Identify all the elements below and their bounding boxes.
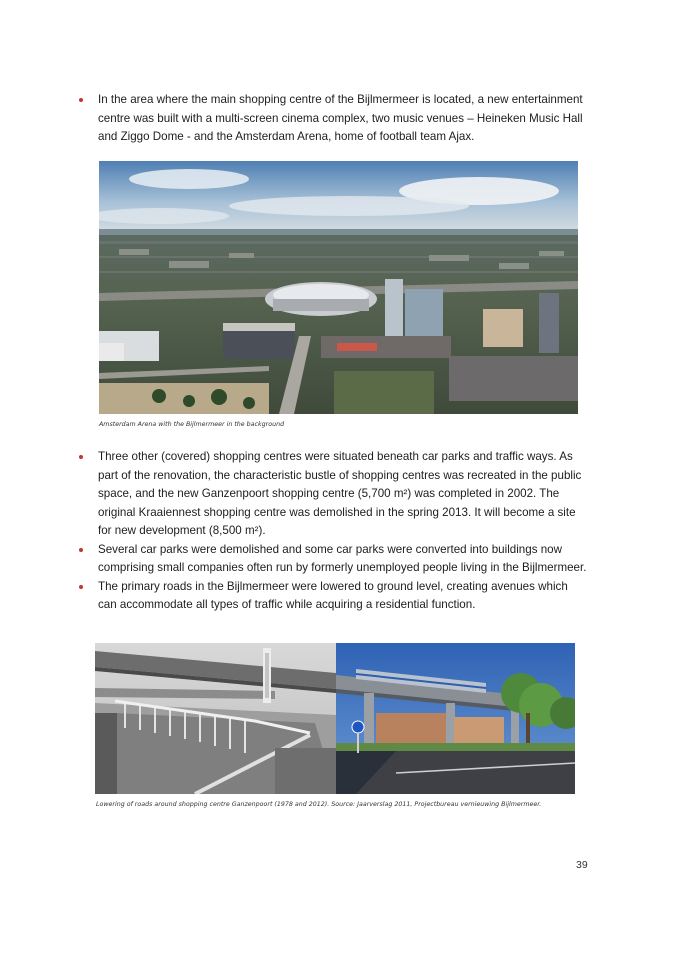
road-2012-photo bbox=[336, 643, 575, 794]
bullet-item bbox=[98, 578, 588, 615]
bullet-dot bbox=[79, 98, 83, 102]
bullet-text: The primary roads in the Bijlmermeer were lowered to ground level, creating avenues which can accommodate all types of traffic while acquiring a residential function. bbox=[98, 579, 568, 611]
page-number: 39 bbox=[576, 859, 588, 871]
bullet-item bbox=[98, 91, 598, 147]
photo-caption-arena: Amsterdam Arena with the Bijlmermeer in the background bbox=[99, 421, 285, 428]
bullet-text: In the area where the main shopping centre of the Bijlmermeer is located, a new entertainment centre was built with a multi-screen cinema complex, two music venues – Heineken Music Hall and Ziggo Dome - and the Amsterdam Arena, home of football team Ajax. bbox=[98, 93, 583, 143]
bullet-text: Several car parks were demolished and some car parks were converted into buildings now comprising small companies often run by formerly unemployed people living in the Bijlmermeer. bbox=[98, 542, 587, 574]
bullet-text: Three other (covered) shopping centres were situated beneath car parks and traffic ways. As part of the renovation, the characteristic bustle of shopping centres was recreated in the public space, and the new Ganzenpoort shopping centre (5,700 m²) was completed in 2002. The original Kraaiennest shopping centre was demolished in the spring 2013. It will become a site for new development (8,500 m²). bbox=[98, 450, 582, 537]
road-1978-photo bbox=[95, 643, 336, 794]
bullet-item bbox=[98, 541, 588, 578]
bullet-list-bottom bbox=[98, 448, 588, 615]
bullet-list-top bbox=[98, 91, 598, 147]
bullet-dot bbox=[79, 548, 83, 552]
bullet-dot bbox=[79, 585, 83, 589]
bullet-item bbox=[98, 448, 588, 541]
photo-caption-roads: Lowering of roads around shopping centre Ganzenpoort (1978 and 2012). Source: Jaarverslag 2011, Projectbureau vernieuwing Bijlmermeer. bbox=[96, 801, 542, 808]
arena-aerial-photo bbox=[99, 161, 578, 414]
bullet-dot bbox=[79, 455, 83, 459]
